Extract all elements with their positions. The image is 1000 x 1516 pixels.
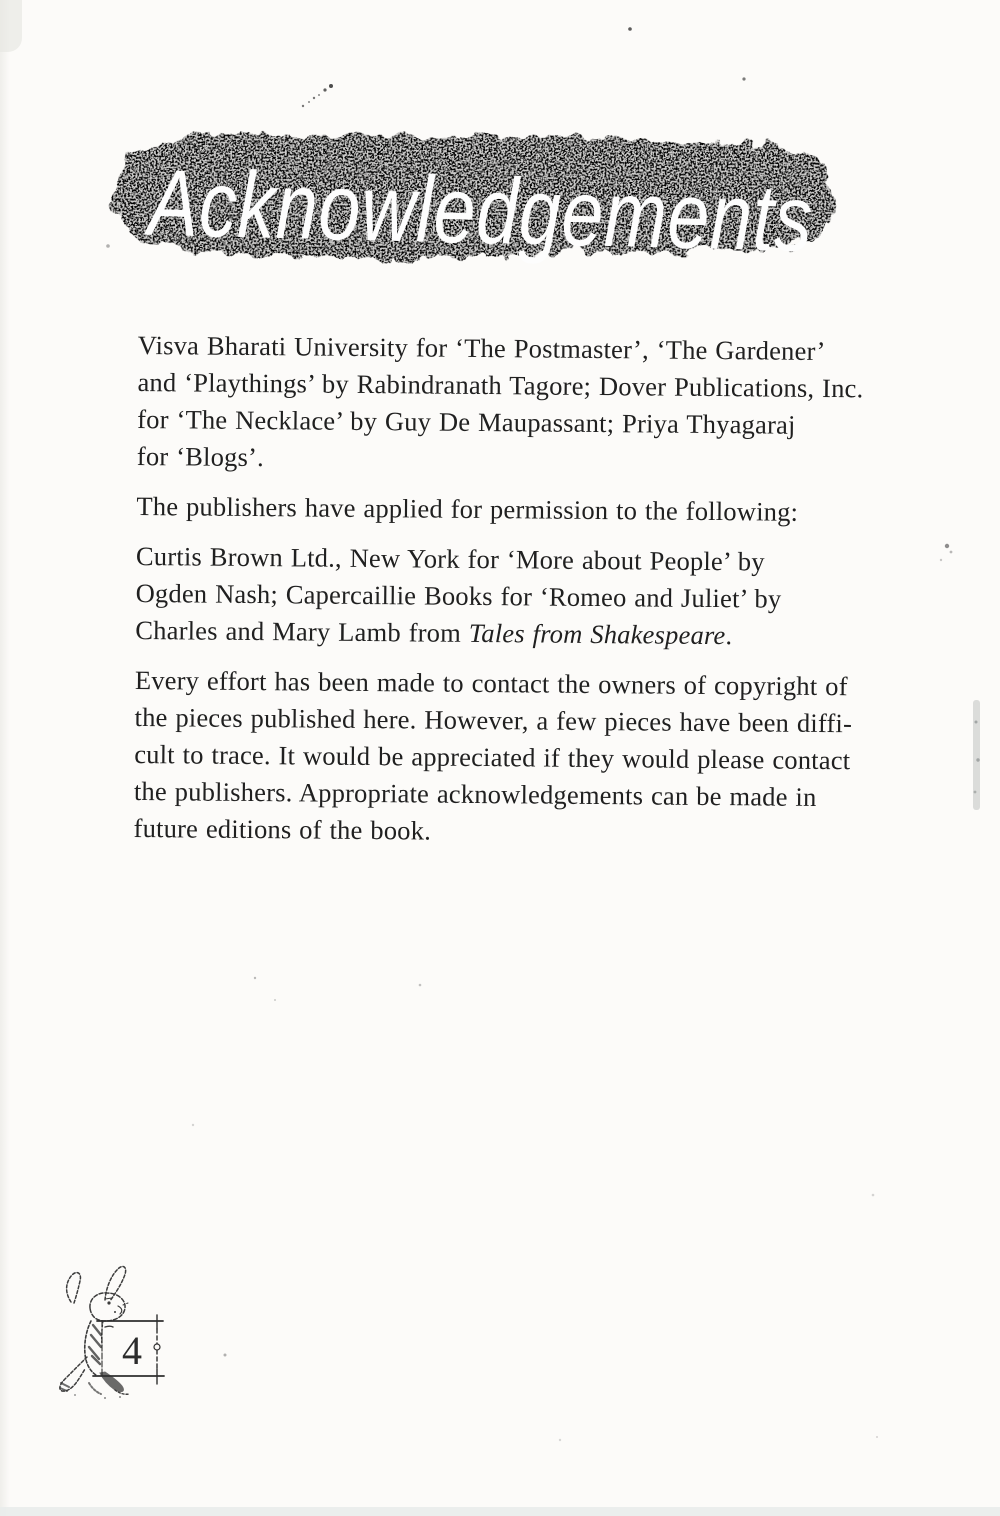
text-line: Every effort has been made to contact the owners of copyright of [134, 664, 848, 702]
text-segment: . [725, 620, 733, 651]
paragraph-credits-granted [137, 327, 968, 482]
page-number: 4 [122, 1328, 142, 1373]
text-line: the pieces published here. However, a few pieces have been diffi- [134, 701, 853, 739]
title-banner [93, 115, 855, 296]
scan-edge-left [0, 0, 10, 1516]
text-line: Visva Bharati University for ‘The Postmaster’, ‘The Gardener’ [137, 329, 826, 367]
paragraph-copyright-disclaimer [133, 662, 965, 854]
page-title: Acknowledgements [147, 149, 815, 271]
scan-edge-bottom [0, 1507, 1000, 1516]
text-line: for ‘Blogs’. [136, 440, 265, 473]
paragraph-permissions-applied [135, 538, 966, 656]
book-title-italic: Tales from Shakespeare [468, 617, 726, 651]
paragraph-permission-note [136, 488, 966, 532]
text-line: cult to trace. It would be appreciated if they would please contact [134, 738, 851, 776]
rabbit-illustration [45, 1255, 205, 1410]
text-segment: Charles and Mary Lamb from [135, 614, 469, 648]
text-line [135, 612, 965, 656]
acknowledgements-text [133, 327, 968, 867]
text-line: the publishers. Appropriate acknowledgements can be made in [133, 775, 817, 812]
text-line: Curtis Brown Ltd., New York for ‘More about People’ by [135, 540, 765, 577]
text-line: Ogden Nash; Capercaillie Books for ‘Romeo and Juliet’ by [135, 577, 782, 614]
scan-corner-smudge [0, 0, 22, 52]
text-line: The publishers have applied for permission to the following: [136, 490, 799, 527]
text-line: for ‘The Necklace’ by Guy De Maupassant; Priya Thyagaraj [137, 403, 796, 440]
text-line: and ‘Playthings’ by Rabindranath Tagore; Dover Publications, Inc. [137, 366, 864, 404]
text-line: future editions of the book. [133, 812, 432, 846]
